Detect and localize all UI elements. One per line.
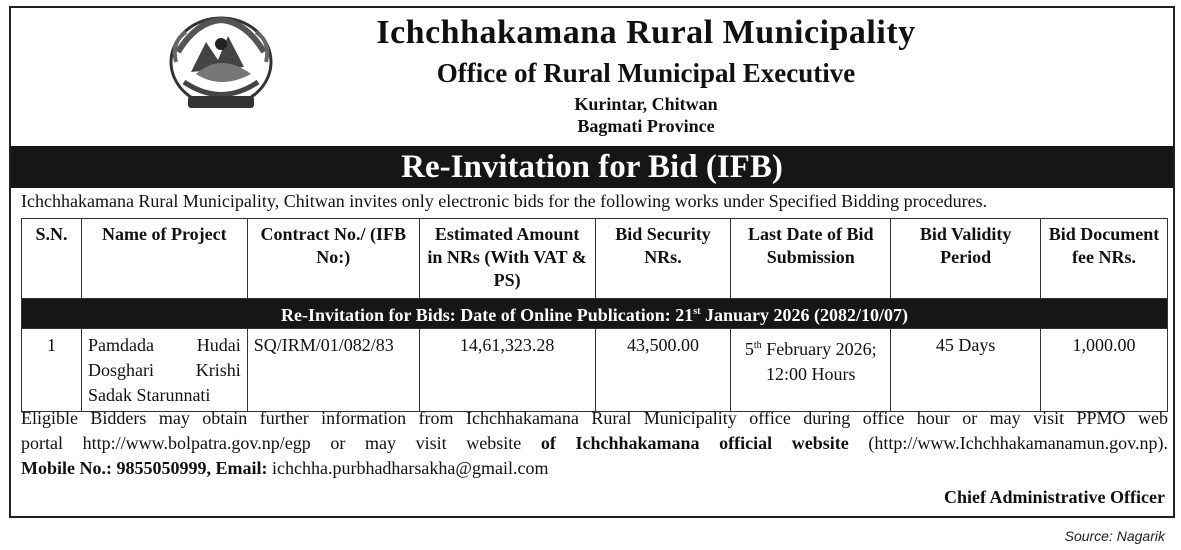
- publication-prefix: Re-Invitation for Bids: Date of Online Publication: 21: [281, 305, 694, 325]
- date-time: 12:00 Hours: [766, 364, 856, 384]
- mobile-label: Mobile No.: 9855050999, Email:: [21, 458, 268, 478]
- email-text: ichchha.purbhadharsakha@gmail.com: [267, 458, 549, 478]
- cell-sn: 1: [22, 329, 82, 412]
- intro-text: Ichchhakamana Rural Municipality, Chitwan invites only electronic bids for the following works under Specified Bidding procedures.: [21, 191, 988, 211]
- publication-cell: [22, 299, 1168, 329]
- bid-table: [21, 218, 1168, 412]
- cell-project: [81, 329, 247, 412]
- header-validity: Bid Validity Period: [891, 219, 1041, 299]
- project-line-3: Sadak Starunnati: [87, 385, 211, 405]
- footer-line-2b: of Ichchhakamana official website: [540, 433, 849, 453]
- header-amount: Estimated Amount in NRs (With VAT & PS): [419, 219, 595, 299]
- table-header-row: [22, 219, 1168, 299]
- footer-line-2a: portal http://www.bolpatra.gov.np/egp or may visit website: [21, 433, 541, 453]
- municipality-title: Ichchhakamana Rural Municipality: [376, 14, 916, 51]
- date-sup: th: [753, 340, 762, 351]
- notice-frame: [9, 6, 1175, 518]
- footer-line-2: [21, 433, 1168, 454]
- header-contract: Contract No./ (IFB No:): [247, 219, 419, 299]
- table-row: [22, 329, 1168, 412]
- address-line-2: Bagmati Province: [577, 116, 715, 136]
- header-sn: S.N.: [22, 219, 82, 299]
- footer-line-2c: (http://www.Ichchhakamanamun.gov.np).: [848, 433, 1168, 453]
- project-line-2: Dosghari Krishi: [87, 360, 241, 380]
- cell-last-date: [731, 329, 891, 412]
- footer-line-1: Eligible Bidders may obtain further information from Ichchhakamana Rural Municipality office during office hour or may visit PPMO web: [21, 408, 1168, 428]
- publication-suffix: January 2026 (2082/10/07): [700, 305, 908, 325]
- cell-contract: SQ/IRM/01/082/83: [247, 329, 419, 412]
- cell-security: 43,500.00: [595, 329, 731, 412]
- header-security: Bid Security NRs.: [595, 219, 731, 299]
- project-line-1: Pamdada Hudai: [87, 335, 241, 355]
- publication-sup: st: [693, 306, 701, 317]
- publication-row: [22, 299, 1168, 329]
- signature-title: Chief Administrative Officer: [944, 487, 1165, 507]
- notice-banner: Re-Invitation for Bid (IFB): [11, 146, 1173, 188]
- header-fee: Bid Document fee NRs.: [1041, 219, 1168, 299]
- header-project: Name of Project: [81, 219, 247, 299]
- address-line-1: Kurintar, Chitwan: [574, 94, 718, 114]
- cell-amount: 14,61,323.28: [419, 329, 595, 412]
- header-last-date: Last Date of Bid Submission: [731, 219, 891, 299]
- source-credit: Source: Nagarik: [1064, 528, 1165, 544]
- office-title: Office of Rural Municipal Executive: [436, 58, 856, 88]
- date-day: 5: [744, 339, 754, 359]
- cell-fee: 1,000.00: [1041, 329, 1168, 412]
- cell-validity: 45 Days: [891, 329, 1041, 412]
- footer-contact: [21, 458, 1168, 479]
- date-rest: February 2026;: [761, 339, 877, 359]
